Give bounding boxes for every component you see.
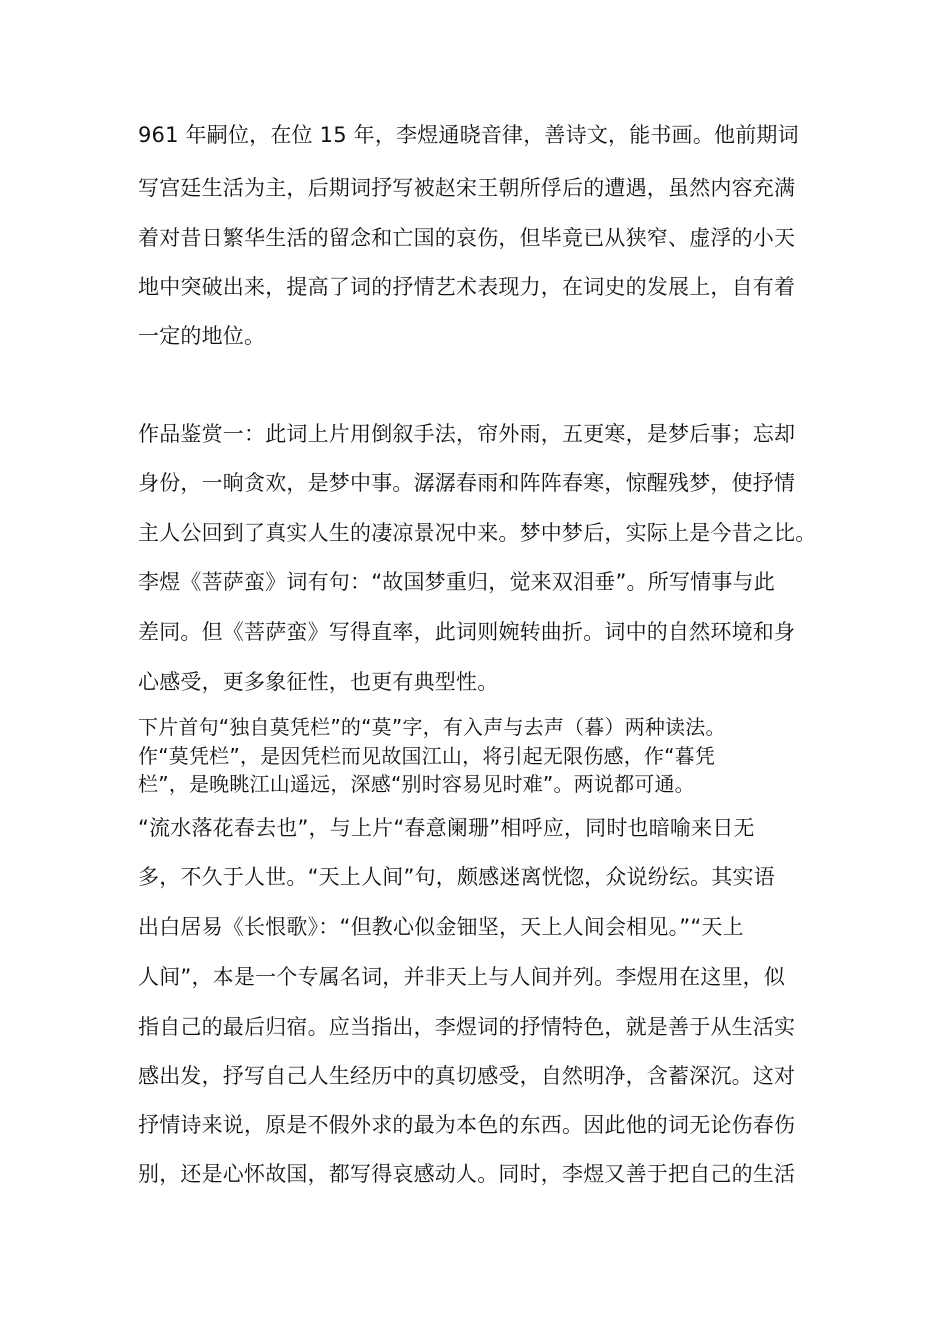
paragraph-2-line-6: 心感受，更多象征性，也更有典型性。: [138, 670, 499, 694]
paragraph-1-line-1: 961 年嗣位，在位 15 年，李煜通晓音律，善诗文，能书画。他前期词: [138, 123, 799, 147]
paragraph-1-line-2: 写宫廷生活为主，后期词抒写被赵宋王朝所俘后的遭遇，虽然内容充满: [138, 176, 796, 200]
paragraph-2-line-3: 主人公回到了真实人生的凄凉景况中来。梦中梦后，实际上是今昔之比。: [138, 521, 817, 545]
paragraph-2-line-5: 差同。但《菩萨蛮》写得直率，此词则婉转曲折。词中的自然环境和身: [138, 620, 796, 644]
paragraph-1-line-5: 一定的地位。: [138, 324, 266, 348]
paragraph-4-line-2: 多，不久于人世。“天上人间”句，颇感迷离恍惚，众说纷纭。其实语: [138, 865, 775, 889]
paragraph-2-line-1: 作品鉴赏一：此词上片用倒叙手法，帘外雨，五更寒，是梦后事；忘却: [138, 422, 796, 446]
paragraph-1-line-4: 地中突破出来，提高了词的抒情艺术表现力，在词史的发展上，自有着: [138, 275, 796, 299]
paragraph-4-line-7: 抒情诗来说，原是不假外求的最为本色的东西。因此他的词无论伤春伤: [138, 1113, 796, 1137]
paragraph-2-line-2: 身份，一晌贪欢，是梦中事。潺潺春雨和阵阵春寒，惊醒残梦，使抒情: [138, 471, 796, 495]
paragraph-3-line-1: 下片首句“独自莫凭栏”的“莫”字，有入声与去声（暮）两种读法。: [138, 715, 726, 739]
paragraph-4-line-8: 别，还是心怀故国，都写得哀感动人。同时，李煜又善于把自己的生活: [138, 1162, 796, 1186]
paragraph-4-line-5: 指自己的最后归宿。应当指出，李煜词的抒情特色，就是善于从生活实: [138, 1015, 796, 1039]
paragraph-1-line-3: 着对昔日繁华生活的留念和亡国的哀伤，但毕竟已从狭窄、虚浮的小天: [138, 226, 796, 250]
paragraph-3-line-3: 栏”，是晚眺江山遥远，深感“别时容易见时难”。两说都可通。: [138, 772, 695, 796]
paragraph-3-line-2: 作“莫凭栏”，是因凭栏而见故国江山，将引起无限伤感，作“暮凭: [138, 744, 716, 768]
paragraph-4-line-1: “流水落花春去也”，与上片“春意阑珊”相呼应，同时也暗喻来日无: [138, 816, 755, 840]
paragraph-4-line-3: 出白居易《长恨歌》：“但教心似金钿坚，天上人间会相见。”“天上: [138, 915, 744, 939]
paragraph-2-line-4: 李煜《菩萨蛮》词有句：“故国梦重归，觉来双泪垂”。所写情事与此: [138, 570, 775, 594]
paragraph-4-line-4: 人间”，本是一个专属名词，并非天上与人间并列。李煜用在这里，似: [138, 965, 786, 989]
paragraph-4-line-6: 感出发，抒写自己人生经历中的真切感受，自然明净，含蓄深沉。这对: [138, 1064, 796, 1088]
